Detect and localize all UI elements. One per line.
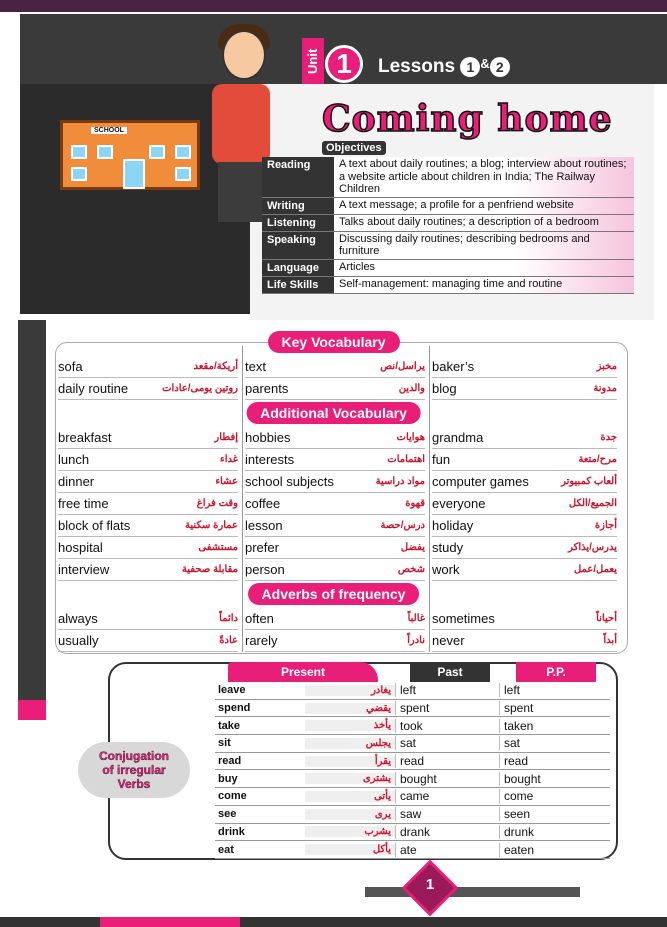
conjugation-row <box>215 770 610 788</box>
vocab-arabic: عمارة سكنية <box>185 520 238 531</box>
vocab-english: never <box>432 633 465 648</box>
conjugation-label: Conjugation of irregular Verbs <box>78 742 190 798</box>
vocab-arabic: دائماً <box>219 613 238 624</box>
verb-past: took <box>395 719 499 733</box>
vocab-arabic: عادةً <box>219 635 238 646</box>
vocab-arabic: أبداً <box>603 635 617 646</box>
verb-present: eat <box>218 843 234 856</box>
vocab-entry <box>245 493 425 515</box>
conjugation-row <box>215 841 610 859</box>
vocab-arabic: مرح/متعة <box>578 454 617 465</box>
verb-past: bought <box>395 772 499 786</box>
vocab-english: parents <box>245 381 289 396</box>
objectives-heading: Objectives <box>322 141 386 155</box>
page-title: Coming home <box>322 98 613 140</box>
verb-present: come <box>218 790 247 803</box>
objective-text: A text about daily routines; a blog; interview about routines; a website article about children in India; The Railway Children <box>336 157 634 197</box>
objective-row <box>262 215 634 232</box>
vocab-english: usually <box>58 633 99 648</box>
present-header: Present <box>228 662 378 682</box>
vocab-english: block of flats <box>58 518 131 533</box>
conjugation-row <box>215 717 610 735</box>
verb-past: ate <box>395 843 499 857</box>
vocab-english: study <box>432 540 464 555</box>
conjugation-row <box>215 824 610 842</box>
verb-present: read <box>218 755 242 768</box>
vocab-section-header: Adverbs of frequency <box>248 583 420 605</box>
vocab-arabic: غداء <box>220 454 238 465</box>
page-number: 1 <box>425 876 435 893</box>
page-number-bar <box>365 887 580 897</box>
side-strip <box>18 320 46 720</box>
vocab-english: always <box>58 611 98 626</box>
verb-past: sat <box>395 736 499 750</box>
verb-past-participle: spent <box>499 701 603 715</box>
lesson-number-b: 2 <box>490 57 510 77</box>
vocab-arabic: يعمل/عمل <box>573 564 617 575</box>
conjugation-row <box>215 806 610 824</box>
conjugation-row <box>215 682 610 700</box>
objective-text: Articles <box>336 260 634 276</box>
vocab-english: breakfast <box>58 430 112 445</box>
vocab-english: grandma <box>432 430 484 445</box>
vocab-entry <box>432 449 617 471</box>
verb-past-participle: bought <box>499 772 603 786</box>
vocab-arabic: اهتمامات <box>387 454 425 465</box>
verb-present: sit <box>218 737 231 750</box>
verb-past: drank <box>395 825 499 839</box>
past-header: Past <box>410 662 490 682</box>
verb-present: drink <box>218 825 245 838</box>
objective-skill: Speaking <box>262 232 336 259</box>
vocab-entry <box>245 427 425 449</box>
vocab-english: often <box>245 611 274 626</box>
vocab-arabic: عشاء <box>215 476 238 487</box>
verb-arabic: يرى <box>305 809 395 820</box>
verb-present: buy <box>218 772 238 785</box>
vocab-arabic: يدرس/يذاكر <box>568 542 617 553</box>
vocab-arabic: أجازة <box>594 520 617 531</box>
boy-shirt <box>212 84 270 164</box>
verb-past-participle: taken <box>499 719 603 733</box>
vocab-english: holiday <box>432 518 474 533</box>
conjugation-row <box>215 700 610 718</box>
vocab-entry <box>245 449 425 471</box>
vocab-english: free time <box>58 496 109 511</box>
verb-past: spent <box>395 701 499 715</box>
vocab-english: baker’s <box>432 359 475 374</box>
vocab-english: hospital <box>58 540 103 555</box>
vocab-arabic: وقت فراغ <box>196 498 238 509</box>
verb-past-participle: left <box>499 683 603 697</box>
verb-present: spend <box>218 702 251 715</box>
objectives-table <box>262 157 634 294</box>
vocab-entry <box>245 559 425 581</box>
verb-present: see <box>218 808 237 821</box>
verb-past-participle: eaten <box>499 843 603 857</box>
vocab-entry <box>432 559 617 581</box>
vocab-arabic: يراسل/نص <box>380 361 425 372</box>
side-strip-accent <box>18 700 46 720</box>
vocab-english: interview <box>58 562 110 577</box>
vocab-entry <box>432 608 617 630</box>
vocab-entry <box>432 427 617 449</box>
vocab-entry <box>58 427 238 449</box>
verb-present: take <box>218 719 241 732</box>
objective-row <box>262 198 634 215</box>
objective-text: A text message; a profile for a penfriend website <box>336 198 634 214</box>
conjugation-row <box>215 753 610 771</box>
vocab-entry <box>245 515 425 537</box>
vocab-english: rarely <box>245 633 278 648</box>
vocab-entry <box>58 537 238 559</box>
vocab-arabic: أريكة/مقعد <box>193 361 238 372</box>
vocab-arabic: هوايات <box>396 432 425 443</box>
vocab-arabic: مدونة <box>593 383 617 394</box>
vocab-entry <box>245 537 425 559</box>
objective-skill: Listening <box>262 215 336 231</box>
objective-text: Self-management: managing time and routine <box>336 277 634 293</box>
objective-row <box>262 157 634 198</box>
conjugation-row <box>215 788 610 806</box>
lessons-label: Lessons 1 & 2 <box>378 56 510 78</box>
verb-past-participle: seen <box>499 807 603 821</box>
vocab-english: everyone <box>432 496 486 511</box>
vocab-english: hobbies <box>245 430 291 445</box>
vocab-arabic: أحياناً <box>596 613 617 624</box>
verb-past-participle: come <box>499 789 603 803</box>
vocab-arabic: قهوة <box>405 498 425 509</box>
verb-present: leave <box>218 684 246 697</box>
vocab-arabic: غالباً <box>407 613 425 624</box>
objective-text: Discussing daily routines; describing bedrooms and furniture <box>336 232 634 259</box>
verb-past: read <box>395 754 499 768</box>
vocab-entry <box>432 515 617 537</box>
verb-arabic: يغادر <box>305 685 395 696</box>
bottom-bar-accent <box>100 917 240 927</box>
objective-text: Talks about daily routines; a description of a bedroom <box>336 215 634 231</box>
vocab-arabic: جدة <box>600 432 617 443</box>
verb-arabic: يقرأ <box>305 756 395 767</box>
verb-arabic: يأخذ <box>305 720 395 731</box>
vocab-english: school subjects <box>245 474 334 489</box>
vocab-entry <box>58 630 238 652</box>
vocab-english: sometimes <box>432 611 495 626</box>
vocab-english: blog <box>432 381 457 396</box>
vocab-arabic: مخبز <box>596 361 617 372</box>
verb-arabic: يشرب <box>305 826 395 837</box>
vocab-entry <box>432 630 617 652</box>
boy-legs <box>218 162 262 222</box>
verb-past-participle: drunk <box>499 825 603 839</box>
objective-row <box>262 232 634 260</box>
verb-past-participle: read <box>499 754 603 768</box>
vocab-arabic: ألعاب كمبيوتر <box>561 476 617 487</box>
vocab-entry <box>432 471 617 493</box>
vocab-english: prefer <box>245 540 279 555</box>
unit-label: Unit <box>302 38 324 84</box>
vocab-arabic: الجميع/الكل <box>568 498 617 509</box>
school-building-illustration <box>60 120 200 190</box>
verb-arabic: يشترى <box>305 773 395 784</box>
vocab-arabic: والدين <box>398 383 425 394</box>
vocab-english: fun <box>432 452 451 467</box>
conjugation-row <box>215 735 610 753</box>
top-bar <box>0 0 667 12</box>
vocab-entry <box>245 630 425 652</box>
vocab-arabic: يفضل <box>400 542 425 553</box>
vocab-english: interests <box>245 452 295 467</box>
vocab-entry <box>245 471 425 493</box>
verb-arabic: يأكل <box>305 844 395 855</box>
vocab-arabic: روتين يومى/عادات <box>162 383 238 394</box>
vocab-english: daily routine <box>58 381 129 396</box>
objective-skill: Language <box>262 260 336 276</box>
vocab-entry <box>58 515 238 537</box>
lesson-number-a: 1 <box>460 57 480 77</box>
vocab-english: sofa <box>58 359 83 374</box>
school-sign: SCHOOL <box>91 127 127 134</box>
vocab-arabic: شخص <box>397 564 425 575</box>
vocab-arabic: مواد دراسية <box>375 476 425 487</box>
objective-skill: Life Skills <box>262 277 336 293</box>
vocab-english: lesson <box>245 518 283 533</box>
vocab-arabic: مقابلة صحفية <box>181 564 238 575</box>
vocab-entry <box>58 449 238 471</box>
conjugation-table <box>215 682 610 859</box>
vocab-english: coffee <box>245 496 281 511</box>
vocab-entry <box>58 471 238 493</box>
vocab-english: lunch <box>58 452 90 467</box>
vocab-entry <box>432 493 617 515</box>
vocab-arabic: نادراً <box>407 635 425 646</box>
column-divider <box>429 346 430 652</box>
verb-arabic: يأتى <box>305 791 395 802</box>
vocab-english: work <box>432 562 460 577</box>
vocab-english: person <box>245 562 285 577</box>
vocab-entry <box>58 608 238 630</box>
unit-number: 1 <box>325 45 363 83</box>
vocab-entry <box>58 559 238 581</box>
vocab-arabic: مستشفى <box>198 542 238 553</box>
vocab-arabic: إفطار <box>214 432 238 443</box>
objective-row <box>262 260 634 277</box>
column-divider <box>242 346 243 652</box>
boy-head <box>222 30 266 80</box>
vocab-entry <box>432 356 617 378</box>
verb-arabic: يجلس <box>305 738 395 749</box>
verb-past: came <box>395 789 499 803</box>
objective-skill: Reading <box>262 157 336 197</box>
pp-header: P.P. <box>516 662 596 682</box>
objective-row <box>262 277 634 294</box>
vocab-entry <box>432 378 617 400</box>
vocab-entry <box>58 378 238 400</box>
vocab-entry <box>58 493 238 515</box>
vocab-entry <box>245 356 425 378</box>
vocab-entry <box>245 608 425 630</box>
vocab-entry <box>432 537 617 559</box>
vocab-english: computer games <box>432 474 529 489</box>
verb-past: left <box>395 683 499 697</box>
vocab-entry <box>58 356 238 378</box>
objective-skill: Writing <box>262 198 336 214</box>
vocab-entry <box>245 378 425 400</box>
verb-arabic: يقضي <box>305 703 395 714</box>
vocab-arabic: درس/حصة <box>380 520 425 531</box>
verb-past-participle: sat <box>499 736 603 750</box>
vocab-section-header: Key Vocabulary <box>267 331 399 353</box>
vocab-section-header: Additional Vocabulary <box>246 402 421 424</box>
vocab-english: dinner <box>58 474 95 489</box>
vocab-english: text <box>245 359 266 374</box>
verb-past: saw <box>395 807 499 821</box>
